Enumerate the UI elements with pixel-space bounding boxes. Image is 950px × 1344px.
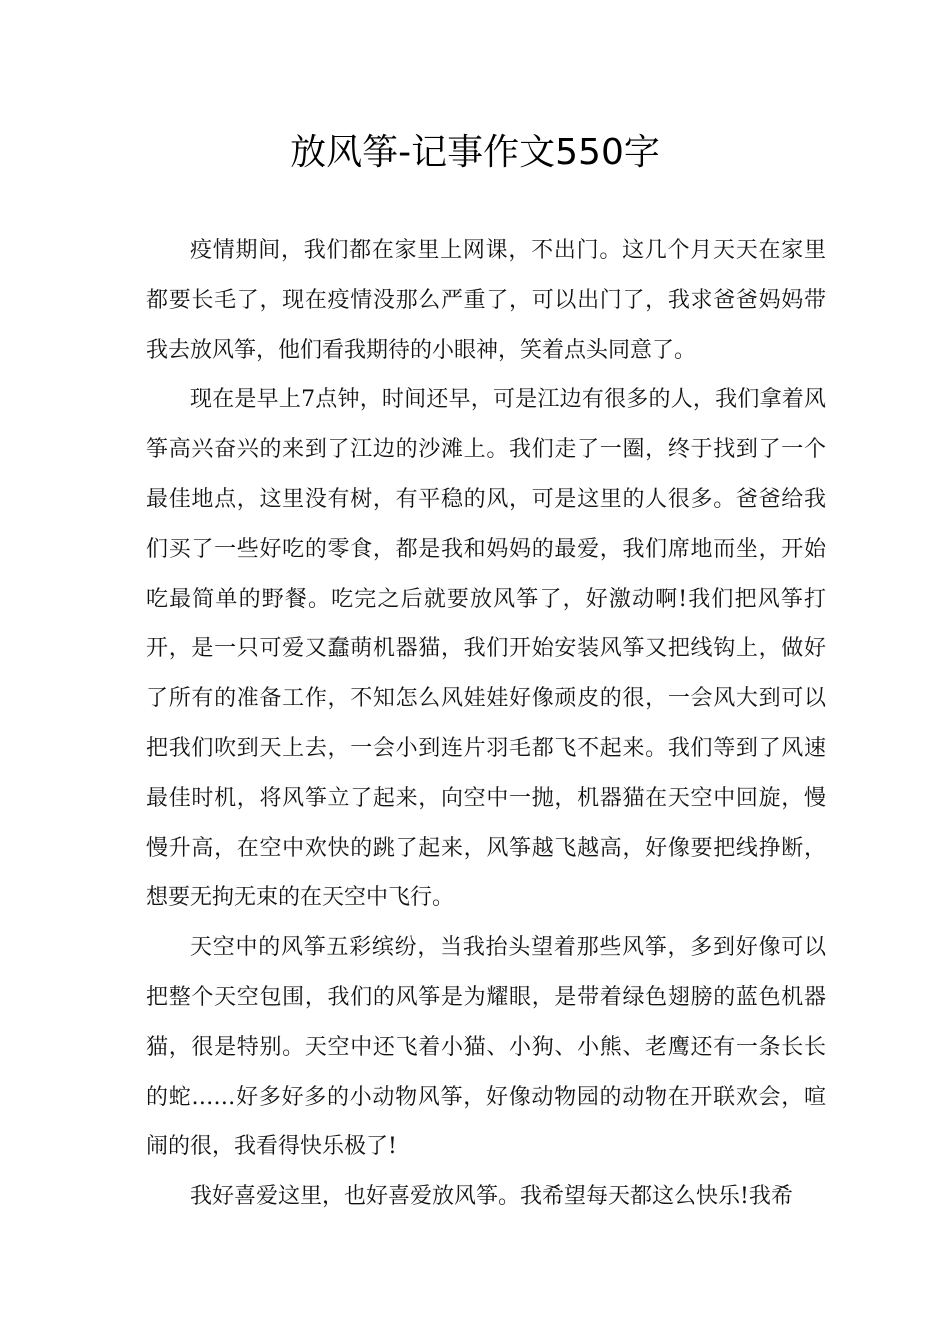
document-title: 放风筝-记事作文550字: [290, 132, 660, 173]
document-body: [146, 226, 826, 1222]
paragraph-3: 天空中的风筝五彩缤纷，当我抬头望着那些风筝，多到好像可以把整个天空包围，我们的风筝是为耀眼，是带着绿色翅膀的蓝色机器猫，很是特别。天空中还飞着小猫、小狗、小熊、老鹰还有一条长长的蛇……好多好多的小动物风筝，好像动物园的动物在开联欢会，喧闹的很，我看得快乐极了!: [146, 935, 826, 1160]
paragraph-1: 疫情期间，我们都在家里上网课，不出门。这几个月天天在家里都要长毛了，现在疫情没那么严重了，可以出门了，我求爸爸妈妈带我去放风筝，他们看我期待的小眼神，笑着点头同意了。: [146, 238, 826, 363]
paragraph-4: 我好喜爱这里，也好喜爱放风筝。我希望每天都这么快乐!我希: [190, 1184, 793, 1210]
paragraph-2: 现在是早上7点钟，时间还早，可是江边有很多的人，我们拿着风筝高兴奋兴的来到了江边的沙滩上。我们走了一圈，终于找到了一个最佳地点，这里没有树，有平稳的风，可是这里的人很多。爸爸给我们买了一些好吃的零食，都是我和妈妈的最爱，我们席地而坐，开始吃最简单的野餐。吃完之后就要放风筝了，好激动啊!我们把风筝打开，是一只可爱又蠢萌机器猫，我们开始安装风筝又把线钩上，做好了所有的准备工作，不知怎么风娃娃好像顽皮的很，一会风大到可以把我们吹到天上去，一会小到连片羽毛都飞不起来。我们等到了风速最佳时机，将风筝立了起来，向空中一抛，机器猫在天空中回旋，慢慢升高，在空中欢快的跳了起来，风筝越飞越高，好像要把线挣断，想要无拘无束的在天空中飞行。: [146, 387, 826, 911]
